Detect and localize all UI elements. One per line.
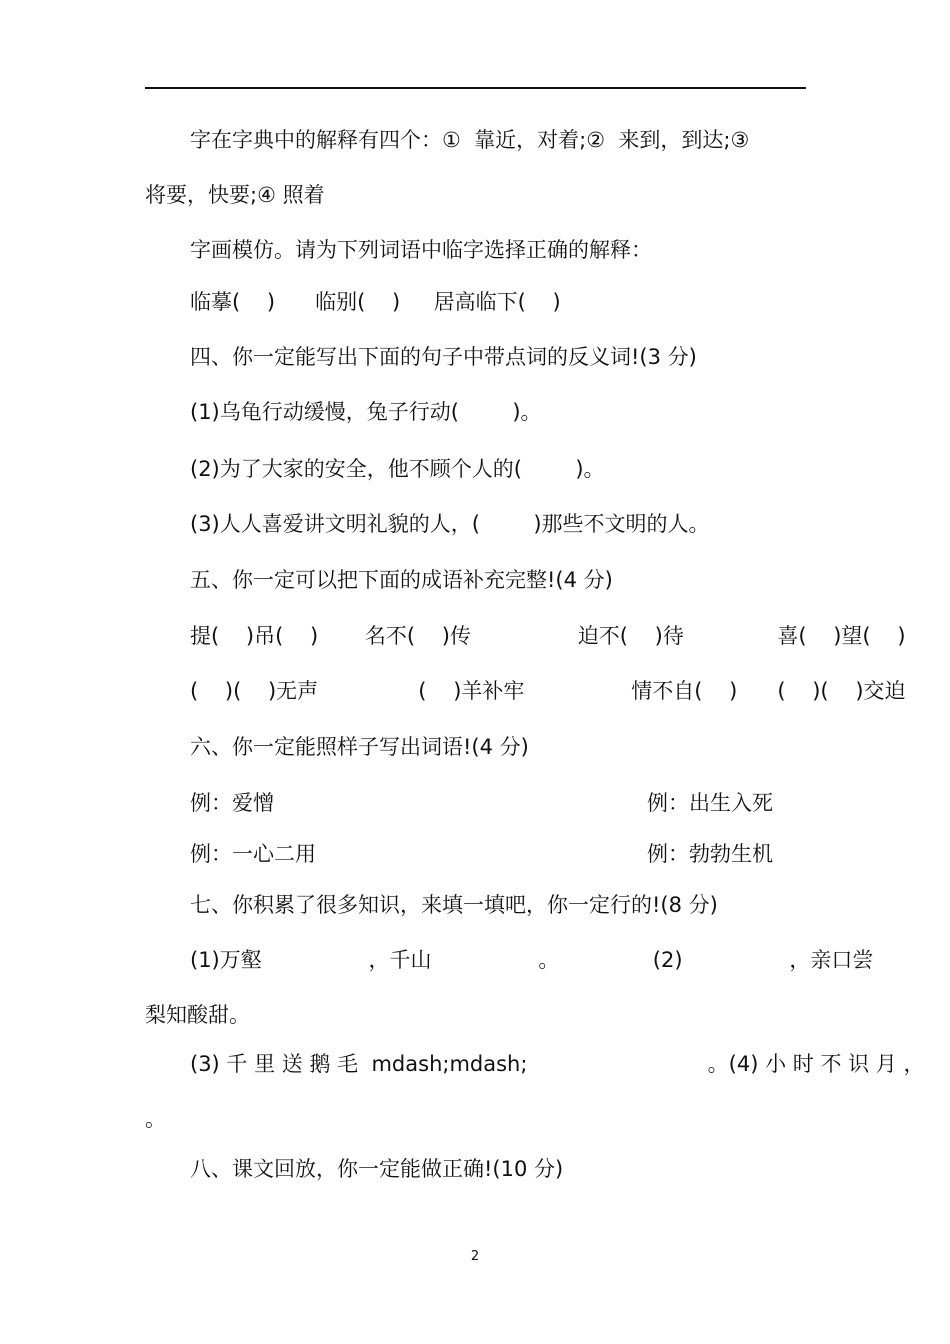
section-heading: 五、你一定可以把下面的成语补充完整!(4 分) [190,568,613,592]
question-item: (3) 千 里 送 鹅 毛 mdash;mdash; 。(4) 小 时 不 识 月 ， [190,1052,925,1076]
question-item: (1)万壑 ，千山 。 (2) ，亲口尝 [190,948,874,972]
example-item: 例：出生入死 [647,791,773,815]
question-item: (1)乌龟行动缓慢，兔子行动( )。 [190,400,542,424]
page-number: 2 [470,1249,480,1264]
example-item: 例：勃勃生机 [647,842,773,866]
question-item: (3)人人喜爱讲文明礼貌的人，( )那些不文明的人。 [190,512,710,536]
example-item: 例：爱憎 [190,791,274,815]
section-heading: 四、你一定能写出下面的句子中带点词的反义词!(3 分) [190,345,697,369]
idiom-row: ( )( )无声 ( )羊补牢 情不自( ) ( )( )交迫 [190,679,906,703]
text-line: 将要，快要;④ 照着 [145,183,325,207]
section-heading: 六、你一定能照样子写出词语!(4 分) [190,735,529,759]
text-line: 字画模仿。请为下列词语中临字选择正确的解释： [190,238,652,262]
question-item: 梨知酸甜。 [145,1003,250,1027]
header-rule [145,87,806,89]
question-item: (2)为了大家的安全，他不顾个人的( )。 [190,457,605,481]
text-line: 字在字典中的解释有四个：① 靠近，对着;② 来到，到达;③ [190,128,750,152]
section-heading: 八、课文回放，你一定能做正确!(10 分) [190,1157,564,1181]
section-heading: 七、你积累了很多知识，来填一填吧，你一定行的!(8 分) [190,893,718,917]
question-item: 。 [145,1107,166,1131]
text-line: 临摹( ) 临别( ) 居高临下( ) [190,290,561,314]
example-item: 例：一心二用 [190,842,316,866]
idiom-row: 提( )吊( ) 名不( )传 迫不( )待 喜( )望( ) [190,624,906,648]
